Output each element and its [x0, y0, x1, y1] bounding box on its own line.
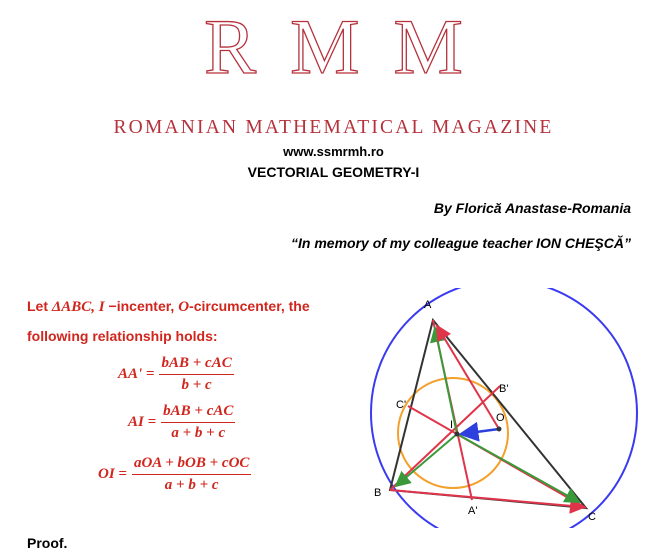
formula-lhs: OI = [98, 466, 127, 482]
label-i: I [450, 419, 454, 431]
label-a: A [424, 299, 432, 311]
triangle-figure [360, 288, 660, 528]
formula-fraction [159, 355, 233, 394]
problem-statement [27, 292, 357, 351]
formula-fraction [161, 403, 235, 442]
formula-numerator: bAB + cAC [159, 355, 233, 375]
segment-b-c [390, 490, 584, 507]
rmm-logo: RMM [204, 3, 497, 90]
label-c: C [588, 511, 596, 523]
point-i [455, 432, 460, 437]
formula-fraction [132, 455, 251, 494]
label-o: O [496, 412, 505, 424]
formula-numerator: aOA + bOB + cOC [132, 455, 251, 475]
formula-numerator: bAB + cAC [161, 403, 235, 423]
formula-lhs: AA' = [118, 366, 155, 382]
statement-prefix: Let [27, 298, 52, 314]
formula-denominator: a + b + c [164, 477, 219, 493]
formula-lhs: AI = [128, 414, 157, 430]
label-a-prime: A' [468, 505, 478, 517]
article-title: VECTORIAL GEOMETRY-I [247, 164, 420, 180]
website-link[interactable]: www.ssmrmh.ro [283, 144, 384, 159]
point-o [497, 427, 502, 432]
proof-label: Proof. [27, 535, 68, 551]
triangle-abc [390, 320, 586, 508]
formula-oi [98, 455, 251, 494]
dedication-line: “In memory of my colleague teacher ION CHEŞCĂ” [291, 235, 631, 251]
label-b: B [374, 487, 382, 499]
formula-aa-prime [118, 355, 234, 394]
vector-i-c [457, 434, 579, 502]
label-c-prime: C' [396, 399, 407, 411]
statement-rest: -circumcenter, the following relationship holds: [27, 298, 310, 344]
statement-incenter: −incenter, [104, 298, 179, 314]
vector-o-i [461, 429, 499, 434]
statement-triangle: ΔABC, I [51, 299, 105, 315]
author-line: By Florică Anastase-Romania [433, 200, 631, 216]
magazine-name: ROMANIAN MATHEMATICAL MAGAZINE [113, 117, 554, 138]
label-b-prime: B' [499, 383, 509, 395]
formula-denominator: b + c [181, 377, 212, 393]
formula-ai [128, 403, 235, 442]
statement-circumcenter-symbol: O [178, 299, 190, 315]
formula-denominator: a + b + c [171, 425, 226, 441]
